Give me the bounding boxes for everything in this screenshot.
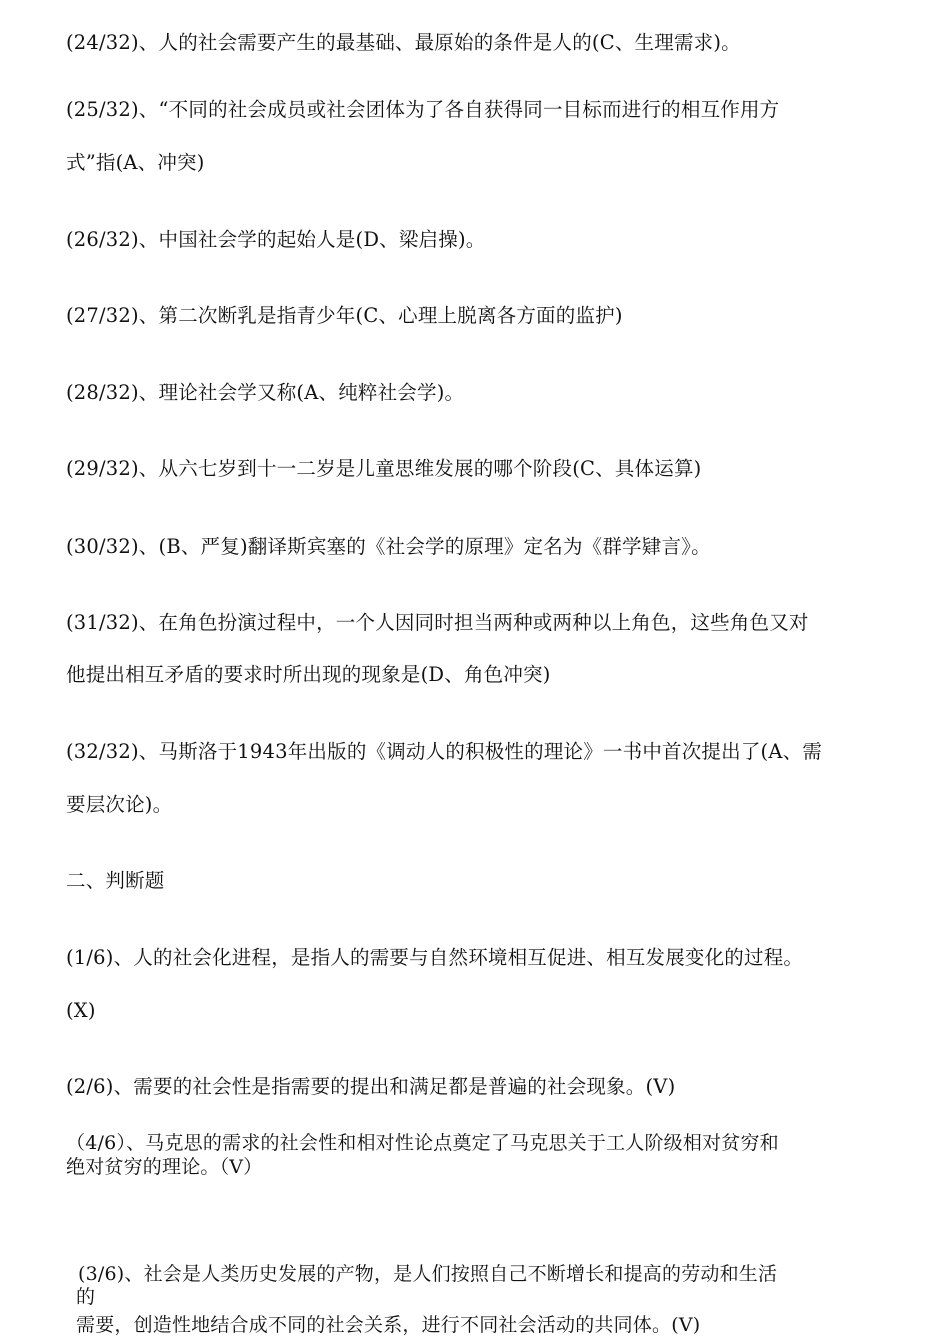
judgment-1-line-1: (1/6)、人的社会化进程，是指人的需要与自然环境相互促进、相互发展变化的过程。 <box>66 946 804 969</box>
question-31-line-1: (31/32)、在角色扮演过程中，一个人因同时担当两种或两种以上角色，这些角色又对 <box>66 611 809 634</box>
question-25-line-2: 式”指(A、冲突) <box>66 151 205 174</box>
question-28: (28/32)、理论社会学又称(A、纯粹社会学)。 <box>66 381 465 404</box>
judgment-1-answer: (X) <box>66 999 96 1022</box>
judgment-4-line-2: 绝对贫穷的理论。（V） <box>66 1156 263 1178</box>
question-32-line-1: (32/32)、马斯洛于1943年出版的《调动人的积极性的理论》一书中首次提出了(A、需 <box>66 740 823 763</box>
question-31-line-2: 他提出相互矛盾的要求时所出现的现象是(D、角色冲突) <box>66 663 551 686</box>
question-25-line-1: (25/32)、“不同的社会成员或社会团体为了各自获得同一目标而进行的相互作用方 <box>66 98 780 121</box>
question-32-line-2: 要层次论)。 <box>66 793 173 816</box>
question-27: (27/32)、第二次断乳是指青少年(C、心理上脱离各方面的监护) <box>66 304 623 327</box>
question-24: (24/32)、人的社会需要产生的最基础、最原始的条件是人的(C、生理需求)。 <box>66 31 741 54</box>
judgment-3-line-3: 需要，创造性地结合成不同的社会关系，进行不同社会活动的共同体。(V) <box>76 1314 701 1336</box>
question-26: (26/32)、中国社会学的起始人是(D、梁启操)。 <box>66 228 486 251</box>
judgment-3-line-2: 的 <box>76 1286 96 1308</box>
judgment-2: (2/6)、需要的社会性是指需要的提出和满足都是普遍的社会现象。(V) <box>66 1075 676 1098</box>
judgment-3-line-1: (3/6)、社会是人类历史发展的产物，是人们按照自己不断增长和提高的劳动和生活 <box>78 1263 778 1285</box>
judgment-4-line-1: （4/6）、马克思的需求的社会性和相对性论点奠定了马克思关于工人阶级相对贫穷和 <box>66 1132 779 1154</box>
question-30: (30/32)、(B、严复)翻译斯宾塞的《社会学的原理》定名为《群学肄言》。 <box>66 535 711 558</box>
question-29: (29/32)、从六七岁到十一二岁是儿童思维发展的哪个阶段(C、具体运算) <box>66 457 702 480</box>
section-heading-judgment: 二、判断题 <box>66 869 165 892</box>
